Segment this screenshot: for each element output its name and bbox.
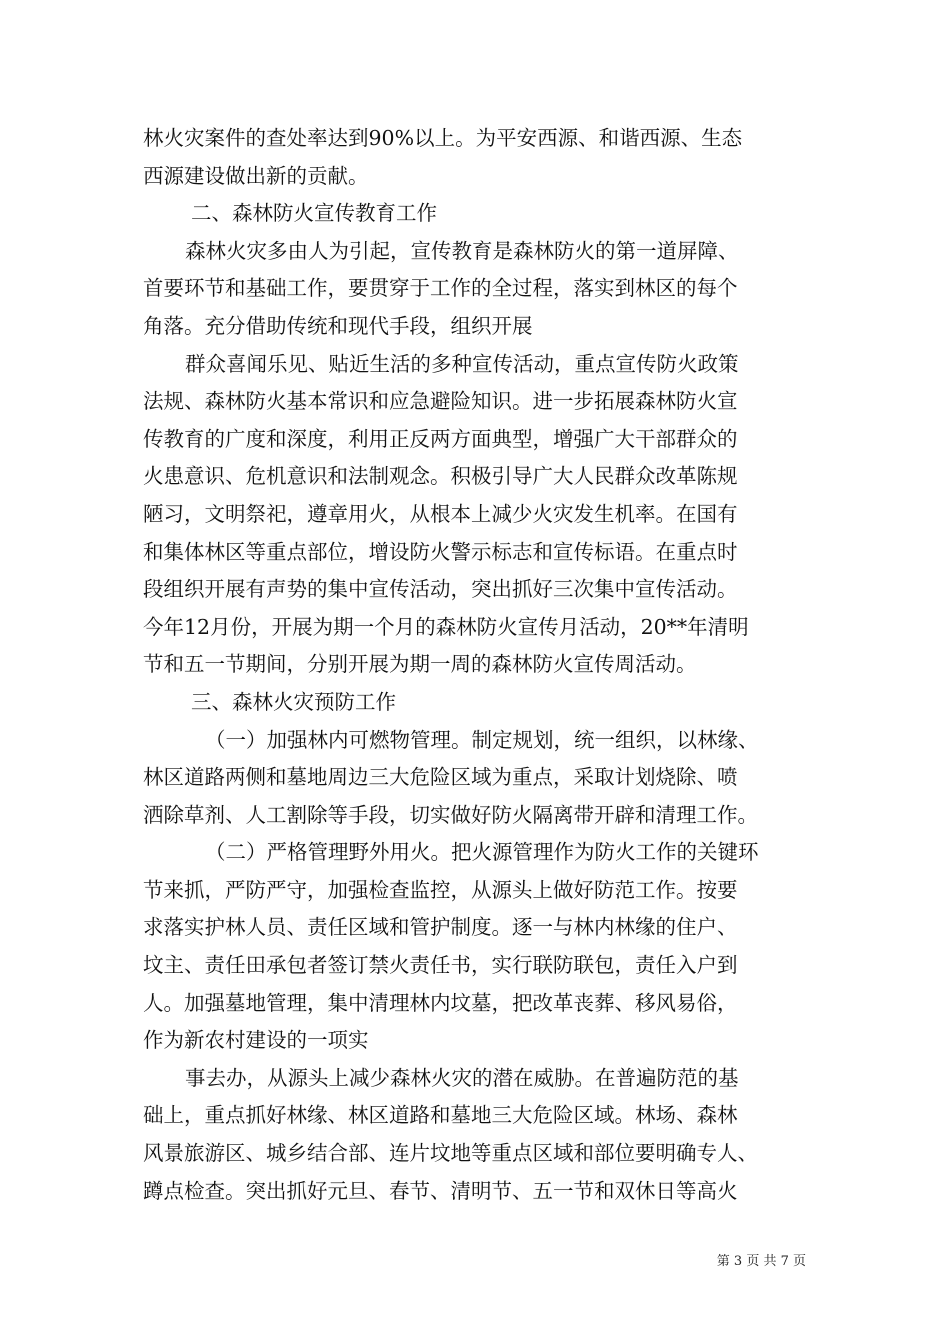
text-line: 蹲点检查。突出抓好元旦、春节、清明节、五一节和双休日等高火 (143, 1178, 738, 1203)
text-line: 法规、森林防火基本常识和应急避险知识。进一步拓展森林防火宣 (143, 389, 738, 414)
text-line: 首要环节和基础工作，要贯穿于工作的全过程，落实到林区的每个 (143, 276, 738, 301)
text-line: 森林火灾多由人为引起，宣传教育是森林防火的第一道屏障、 (185, 238, 739, 263)
section-heading-2: 二、森林防火宣传教育工作 (191, 201, 437, 226)
text-line: 段组织开展有声势的集中宣传活动，突出抓好三次集中宣传活动。 (143, 577, 738, 602)
text-line: 节和五一节期间，分别开展为期一周的森林防火宣传周活动。 (143, 652, 697, 677)
text-line: 林区道路两侧和墓地周边三大危险区域为重点，采取计划烧除、喷 (143, 765, 738, 790)
section-heading-3: 三、森林火灾预防工作 (191, 689, 396, 714)
text-line: 作为新农村建设的一项实 (143, 1028, 369, 1053)
text-line: 风景旅游区、城乡结合部、连片坟地等重点区域和部位要明确专人、 (143, 1141, 758, 1166)
subsection-2: （二）严格管理野外用火。把火源管理作为防火工作的关键环 (205, 840, 759, 865)
text-line: 人。加强墓地管理，集中清理林内坟墓，把改革丧葬、移风易俗， (143, 990, 738, 1015)
text-line: 坟主、责任田承包者签订禁火责任书，实行联防联包，责任入户到 (143, 953, 738, 978)
text-line: 节来抓，严防严守，加强检查监控，从源头上做好防范工作。按要 (143, 877, 738, 902)
text-line: 事去办，从源头上减少森林火灾的潜在威胁。在普遍防范的基 (185, 1065, 739, 1090)
text-line: 陋习，文明祭祀，遵章用火，从根本上减少火灾发生机率。在国有 (143, 501, 738, 526)
text-line: 础上，重点抓好林缘、林区道路和墓地三大危险区域。林场、森林 (143, 1103, 738, 1128)
text-line: 西源建设做出新的贡献。 (143, 163, 369, 188)
text-line: 今年12月份，开展为期一个月的森林防火宣传月活动，20**年清明 (143, 614, 749, 639)
text-line: 群众喜闻乐见、贴近生活的多种宣传活动，重点宣传防火政策 (185, 351, 739, 376)
text-line: 火患意识、危机意识和法制观念。积极引导广大人民群众改革陈规 (143, 464, 738, 489)
text-line: 传教育的广度和深度，利用正反两方面典型，增强广大干部群众的 (143, 426, 738, 451)
subsection-1: （一）加强林内可燃物管理。制定规划，统一组织，以林缘、 (205, 727, 759, 752)
text-line: 求落实护林人员、责任区域和管护制度。逐一与林内林缘的住户、 (143, 915, 738, 940)
text-line: 林火灾案件的查处率达到90%以上。为平安西源、和谐西源、生态 (143, 126, 743, 150)
text-line: 和集体林区等重点部位，增设防火警示标志和宣传标语。在重点时 (143, 539, 738, 564)
text-line: 角落。充分借助传统和现代手段，组织开展 (143, 313, 533, 338)
text-line: 洒除草剂、人工割除等手段，切实做好防火隔离带开辟和清理工作。 (143, 802, 758, 827)
page-number: 第 3 页 共 7 页 (716, 1254, 806, 1269)
body-text (143, 120, 815, 1210)
